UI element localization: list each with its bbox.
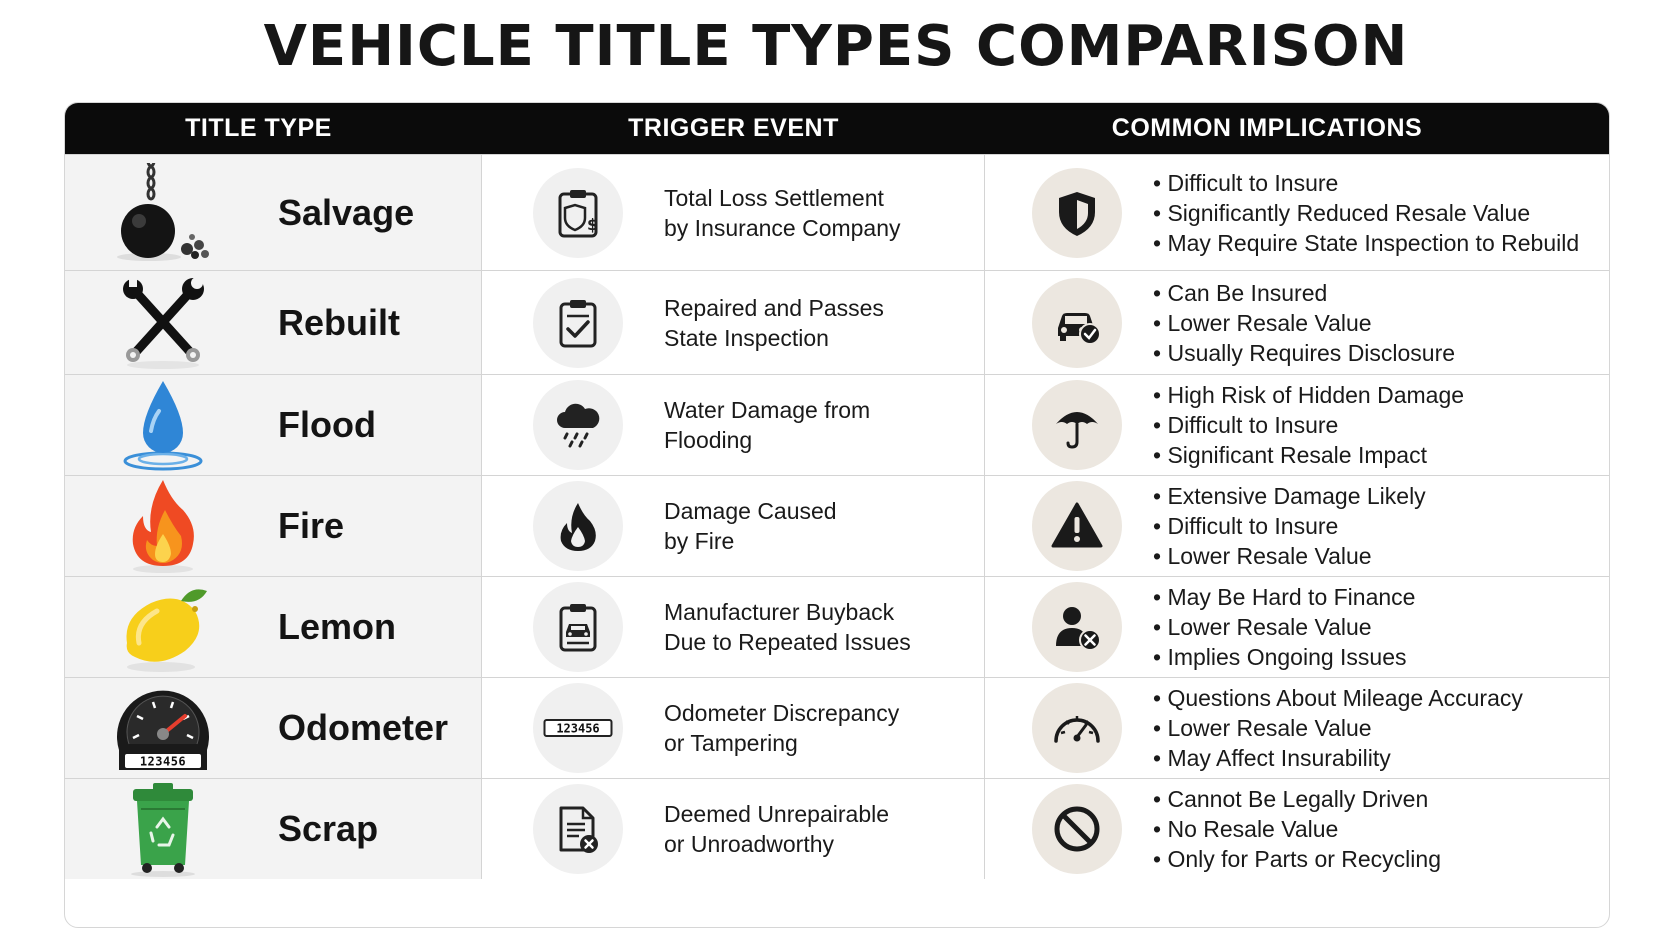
implication-item: • Questions About Mileage Accuracy (1153, 683, 1523, 713)
implication-item: • Only for Parts or Recycling (1153, 844, 1441, 874)
implications-cell (985, 476, 1609, 576)
recycling-bin-icon (113, 779, 213, 879)
implications-list (1153, 380, 1464, 470)
table-row (65, 677, 1609, 778)
implications-cell (985, 375, 1609, 475)
title-type-cell (65, 779, 482, 879)
rain-cloud-icon (551, 398, 605, 452)
trigger-icon-circle (533, 582, 623, 672)
water-drop-icon (113, 375, 213, 475)
implication-item: • Lower Resale Value (1153, 612, 1415, 642)
trigger-cell (482, 678, 985, 778)
implication-item: • Difficult to Insure (1153, 168, 1579, 198)
warning-icon (1050, 499, 1104, 553)
trigger-cell (482, 375, 985, 475)
trigger-text (664, 496, 974, 556)
title-type-name: Scrap (278, 808, 379, 849)
title-type-cell (65, 271, 482, 374)
page-title: VEHICLE TITLE TYPES COMPARISON (263, 14, 1409, 79)
implication-item: • Lower Resale Value (1153, 308, 1455, 338)
trigger-cell (482, 476, 985, 576)
odometer-digits-icon (543, 701, 613, 755)
trigger-icon-circle (533, 278, 623, 368)
title-type-name: Odometer (278, 707, 449, 748)
header-title-type: TITLE TYPE (185, 114, 332, 142)
title-type-cell (65, 678, 482, 778)
implication-icon-circle (1032, 168, 1122, 258)
implication-icon-circle (1032, 784, 1122, 874)
trigger-line: Flooding (664, 427, 753, 453)
implication-icon-circle (1032, 278, 1122, 368)
implication-item: • High Risk of Hidden Damage (1153, 380, 1464, 410)
implication-item: • Significantly Reduced Resale Value (1153, 198, 1579, 228)
implication-item: • May Require State Inspection to Rebuild (1153, 228, 1579, 258)
implications-list (1153, 481, 1426, 571)
implications-list (1153, 168, 1579, 258)
title-type-cell (65, 375, 482, 475)
implications-cell (985, 155, 1609, 270)
trigger-line: Deemed Unrepairable (664, 801, 890, 827)
title-type-cell (65, 577, 482, 677)
tools-icon (113, 273, 213, 373)
implications-list (1153, 278, 1455, 368)
title-type-cell (65, 155, 482, 270)
implication-item: • May Be Hard to Finance (1153, 582, 1415, 612)
implication-item: • Lower Resale Value (1153, 713, 1523, 743)
comparison-table (64, 102, 1610, 928)
lemon-icon (113, 577, 213, 677)
implications-list (1153, 784, 1441, 874)
header-common-implications: COMMON IMPLICATIONS (1111, 114, 1423, 142)
trigger-text (664, 395, 974, 455)
implication-icon-circle (1032, 380, 1122, 470)
implication-item: • Cannot Be Legally Driven (1153, 784, 1441, 814)
trigger-icon-circle (533, 683, 623, 773)
prohibited-icon (1050, 802, 1104, 856)
trigger-line: Total Loss Settlement (664, 184, 884, 211)
trigger-text (664, 799, 974, 859)
trigger-cell (482, 271, 985, 374)
svg-text:$: $ (587, 214, 599, 234)
trigger-line: Manufacturer Buyback (664, 599, 895, 625)
implication-icon-circle (1032, 481, 1122, 571)
trigger-line: Water Damage from (664, 397, 871, 423)
gauge-icon (1050, 701, 1104, 755)
table-row (65, 270, 1609, 374)
implication-item: • Difficult to Insure (1153, 511, 1426, 541)
implication-item: • No Resale Value (1153, 814, 1441, 844)
title-type-name: Salvage (278, 191, 415, 233)
implication-item: • Lower Resale Value (1153, 541, 1426, 571)
trigger-icon-circle (533, 380, 623, 470)
table-row (65, 778, 1609, 879)
trigger-icon-circle (533, 481, 623, 571)
trigger-cell (482, 779, 985, 879)
trigger-line: Repaired and Passes (664, 294, 884, 321)
odometer-gauge-icon (113, 678, 213, 778)
fire-icon (551, 499, 605, 553)
flame-icon (113, 476, 213, 576)
implication-item: • Usually Requires Disclosure (1153, 338, 1455, 368)
trigger-line: by Fire (664, 528, 735, 554)
trigger-text (664, 698, 974, 758)
trigger-text (664, 597, 974, 657)
title-type-name: Lemon (278, 606, 397, 647)
implications-cell (985, 678, 1609, 778)
clipboard-check-icon (551, 296, 605, 350)
implications-list (1153, 582, 1415, 672)
implication-item: • May Affect Insurability (1153, 743, 1523, 773)
trigger-icon-circle (533, 784, 623, 874)
implication-icon-circle (1032, 582, 1122, 672)
trigger-line: Damage Caused (664, 498, 837, 524)
table-row (65, 154, 1609, 270)
implication-item: • Extensive Damage Likely (1153, 481, 1426, 511)
table-header (65, 103, 1609, 154)
implication-item: • Significant Resale Impact (1153, 440, 1464, 470)
trigger-line: State Inspection (664, 324, 829, 351)
trigger-icon-circle (533, 168, 623, 258)
trigger-cell (482, 155, 985, 270)
odometer-digits: 123456 (556, 721, 600, 736)
implications-cell (985, 271, 1609, 374)
shield-icon (1050, 186, 1104, 240)
document-x-icon (551, 802, 605, 856)
implication-icon-circle (1032, 683, 1122, 773)
trigger-cell (482, 577, 985, 677)
odometer-readout: 123456 (139, 754, 187, 769)
trigger-line: Due to Repeated Issues (664, 629, 911, 655)
title-type-cell (65, 476, 482, 576)
wrecking-ball-icon (113, 163, 213, 263)
clipboard-car-icon (551, 600, 605, 654)
trigger-line: by Insurance Company (664, 214, 901, 241)
implications-cell (985, 577, 1609, 677)
car-check-icon (1050, 296, 1104, 350)
title-type-name: Flood (278, 404, 376, 445)
trigger-text (664, 293, 974, 353)
trigger-line: or Unroadworthy (664, 831, 835, 857)
trigger-text (664, 183, 974, 243)
title-type-name: Fire (278, 505, 345, 546)
table-row (65, 374, 1609, 475)
implications-cell (985, 779, 1609, 879)
title-type-name: Rebuilt (278, 301, 400, 343)
clipboard-shield-dollar-icon (551, 186, 605, 240)
implication-item: • Implies Ongoing Issues (1153, 642, 1415, 672)
header-trigger-event: TRIGGER EVENT (628, 114, 839, 142)
user-x-icon (1050, 600, 1104, 654)
table-row (65, 576, 1609, 677)
implication-item: • Difficult to Insure (1153, 410, 1464, 440)
umbrella-icon (1050, 398, 1104, 452)
trigger-line: or Tampering (664, 730, 798, 756)
implication-item: • Can Be Insured (1153, 278, 1455, 308)
trigger-line: Odometer Discrepancy (664, 700, 900, 726)
implications-list (1153, 683, 1523, 773)
table-row (65, 475, 1609, 576)
